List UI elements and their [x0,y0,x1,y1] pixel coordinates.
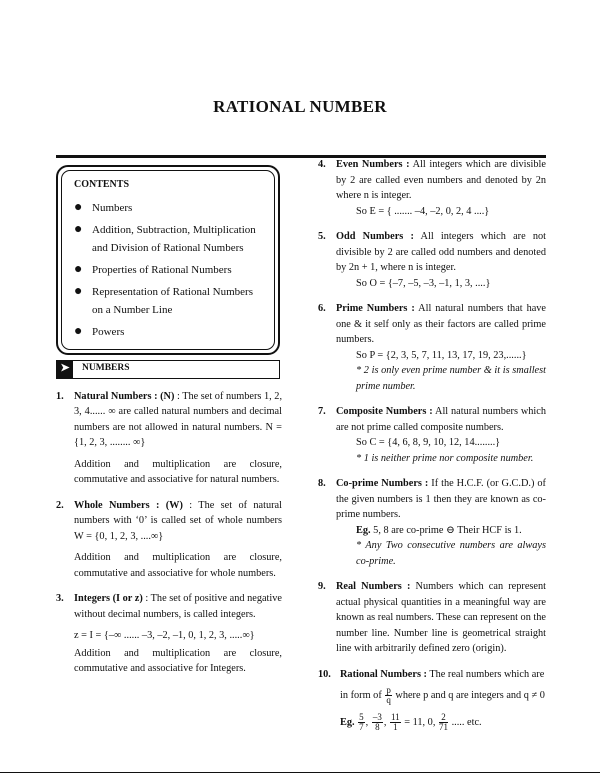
definition-item: 3. Integers (I or z) : The set of positive and negative without decimal numbers, is called integers. z = I = {–∞ ...... –3, –2, –1, 0, 1, 2, 3, .....∞} Addition and multiplication are closure, commutative and associative for Integers. [56,593,282,674]
definition-item: 7. Composite Numbers : All natural numbers which are not prime called composite numbers. So C = {4, 6, 8, 9, 10, 12, 14........} * 1 is neither prime nor composite number. [318,406,546,464]
right-column [318,157,546,732]
bullet-icon: ● [74,283,83,299]
section-label: NUMBERS [82,363,130,374]
section-header-numbers [56,360,280,379]
contents-item: ● Representation of Rational Numbers on a Number Line [74,283,266,319]
page-title: RATIONAL NUMBER [213,97,387,116]
bullet-icon: ● [74,199,83,215]
rational-form-line: in form of $\frac{p}{q}$ where p and q are integers and q ≠ 0 [340,685,545,705]
bullet-icon: ● [74,261,83,277]
definition-item: 5. Odd Numbers : All integers which are not divisible by 2 are called odd numbers and denoted by 2n + 1, where n is integer. So O = {–7, –5, –3, –1, 1, 3, ....} [318,231,547,289]
definition-item: 2. Whole Numbers : (W) : The set of natural numbers with ‘0’ is called set of whole numbers W = {0, 1, 2, 3, ....∞} Addition and multiplication are closure, commutative and associative for whole numbers. [56,499,282,579]
contents-heading: CONTENTS [74,179,130,190]
contents-box [56,165,280,355]
examples-line: Eg. $\frac{5}{7}$ , $\frac{-3}{8}$ , $\frac{11}{1}$ = 11, 0, $\frac{2}{71}$ ..... etc. [340,712,482,732]
contents-item: ● Addition, Subtraction, Multiplication and Division of Rational Numbers [74,221,266,257]
arrow-icon: ➤ [57,361,73,378]
contents-item: ● Properties of Rational Numbers [74,261,232,277]
bottom-rule [0,772,600,773]
definition-item: 9. Real Numbers : Numbers which can represent actual physical quantities in a meaningful way are known as real numbers. These can represent on the number line. Number line is geometrical straight line with arbitrarily defined zero (origin). [318,581,546,654]
example-fraction: $\frac{11}{1}$ [390,712,400,732]
fraction-p-q: $\frac{p}{q}$ [386,685,391,705]
definition-item: 8. Co-prime Numbers : If the H.C.F. (or G.C.D.) of the given numbers is 1 then they are known as co-prime numbers. Eg. 5, 8 are co-prime ⊖ Their HCF is 1. * Any Two consecutive numbers are always co-prime. [318,478,546,567]
definition-item: 10. Rational Numbers : The real numbers which are in form of $\frac{p}{q}$ where p and q are integers and q ≠ 0 Eg. $\frac{5}{7}$ , $\frac{-3}{8}$ , $\frac{11}{1}$ = 11, 0, $\frac{2}{71}$ ..... etc. [318,668,545,732]
example-fraction: $\frac{-3}{8}$ [372,712,382,732]
bullet-icon: ● [74,323,83,339]
example-fraction: $\frac{5}{7}$ [359,712,364,732]
bullet-icon: ● [74,221,83,237]
example-fraction: $\frac{2}{71}$ [438,712,448,732]
left-column [56,165,282,677]
definition-item: 6. Prime Numbers : All natural numbers that have one & it self only as their factors are called prime numbers. So P = {2, 3, 5, 7, 11, 13, 17, 19, 23,......} * 2 is only even prime number & it is smallest prime number. [318,303,547,392]
contents-item: ● Powers [74,323,125,339]
definition-item: 1. Natural Numbers : (N) : The set of numbers 1, 2, 3, 4...... ∞ are called natural numbers and decimal numbers are not allowed in natural numbers. N = {1, 2, 3, ........ ∞} Addition and multiplication are closure, commutative and associative for natural numbers. [56,390,283,485]
definition-item: 4. Even Numbers : All integers which are divisible by 2 are called even numbers and denoted by 2n where n is integer. So E = { ....... –4, –2, 0, 2, 4 ....} [318,159,546,217]
contents-item: ● Numbers [74,199,133,215]
